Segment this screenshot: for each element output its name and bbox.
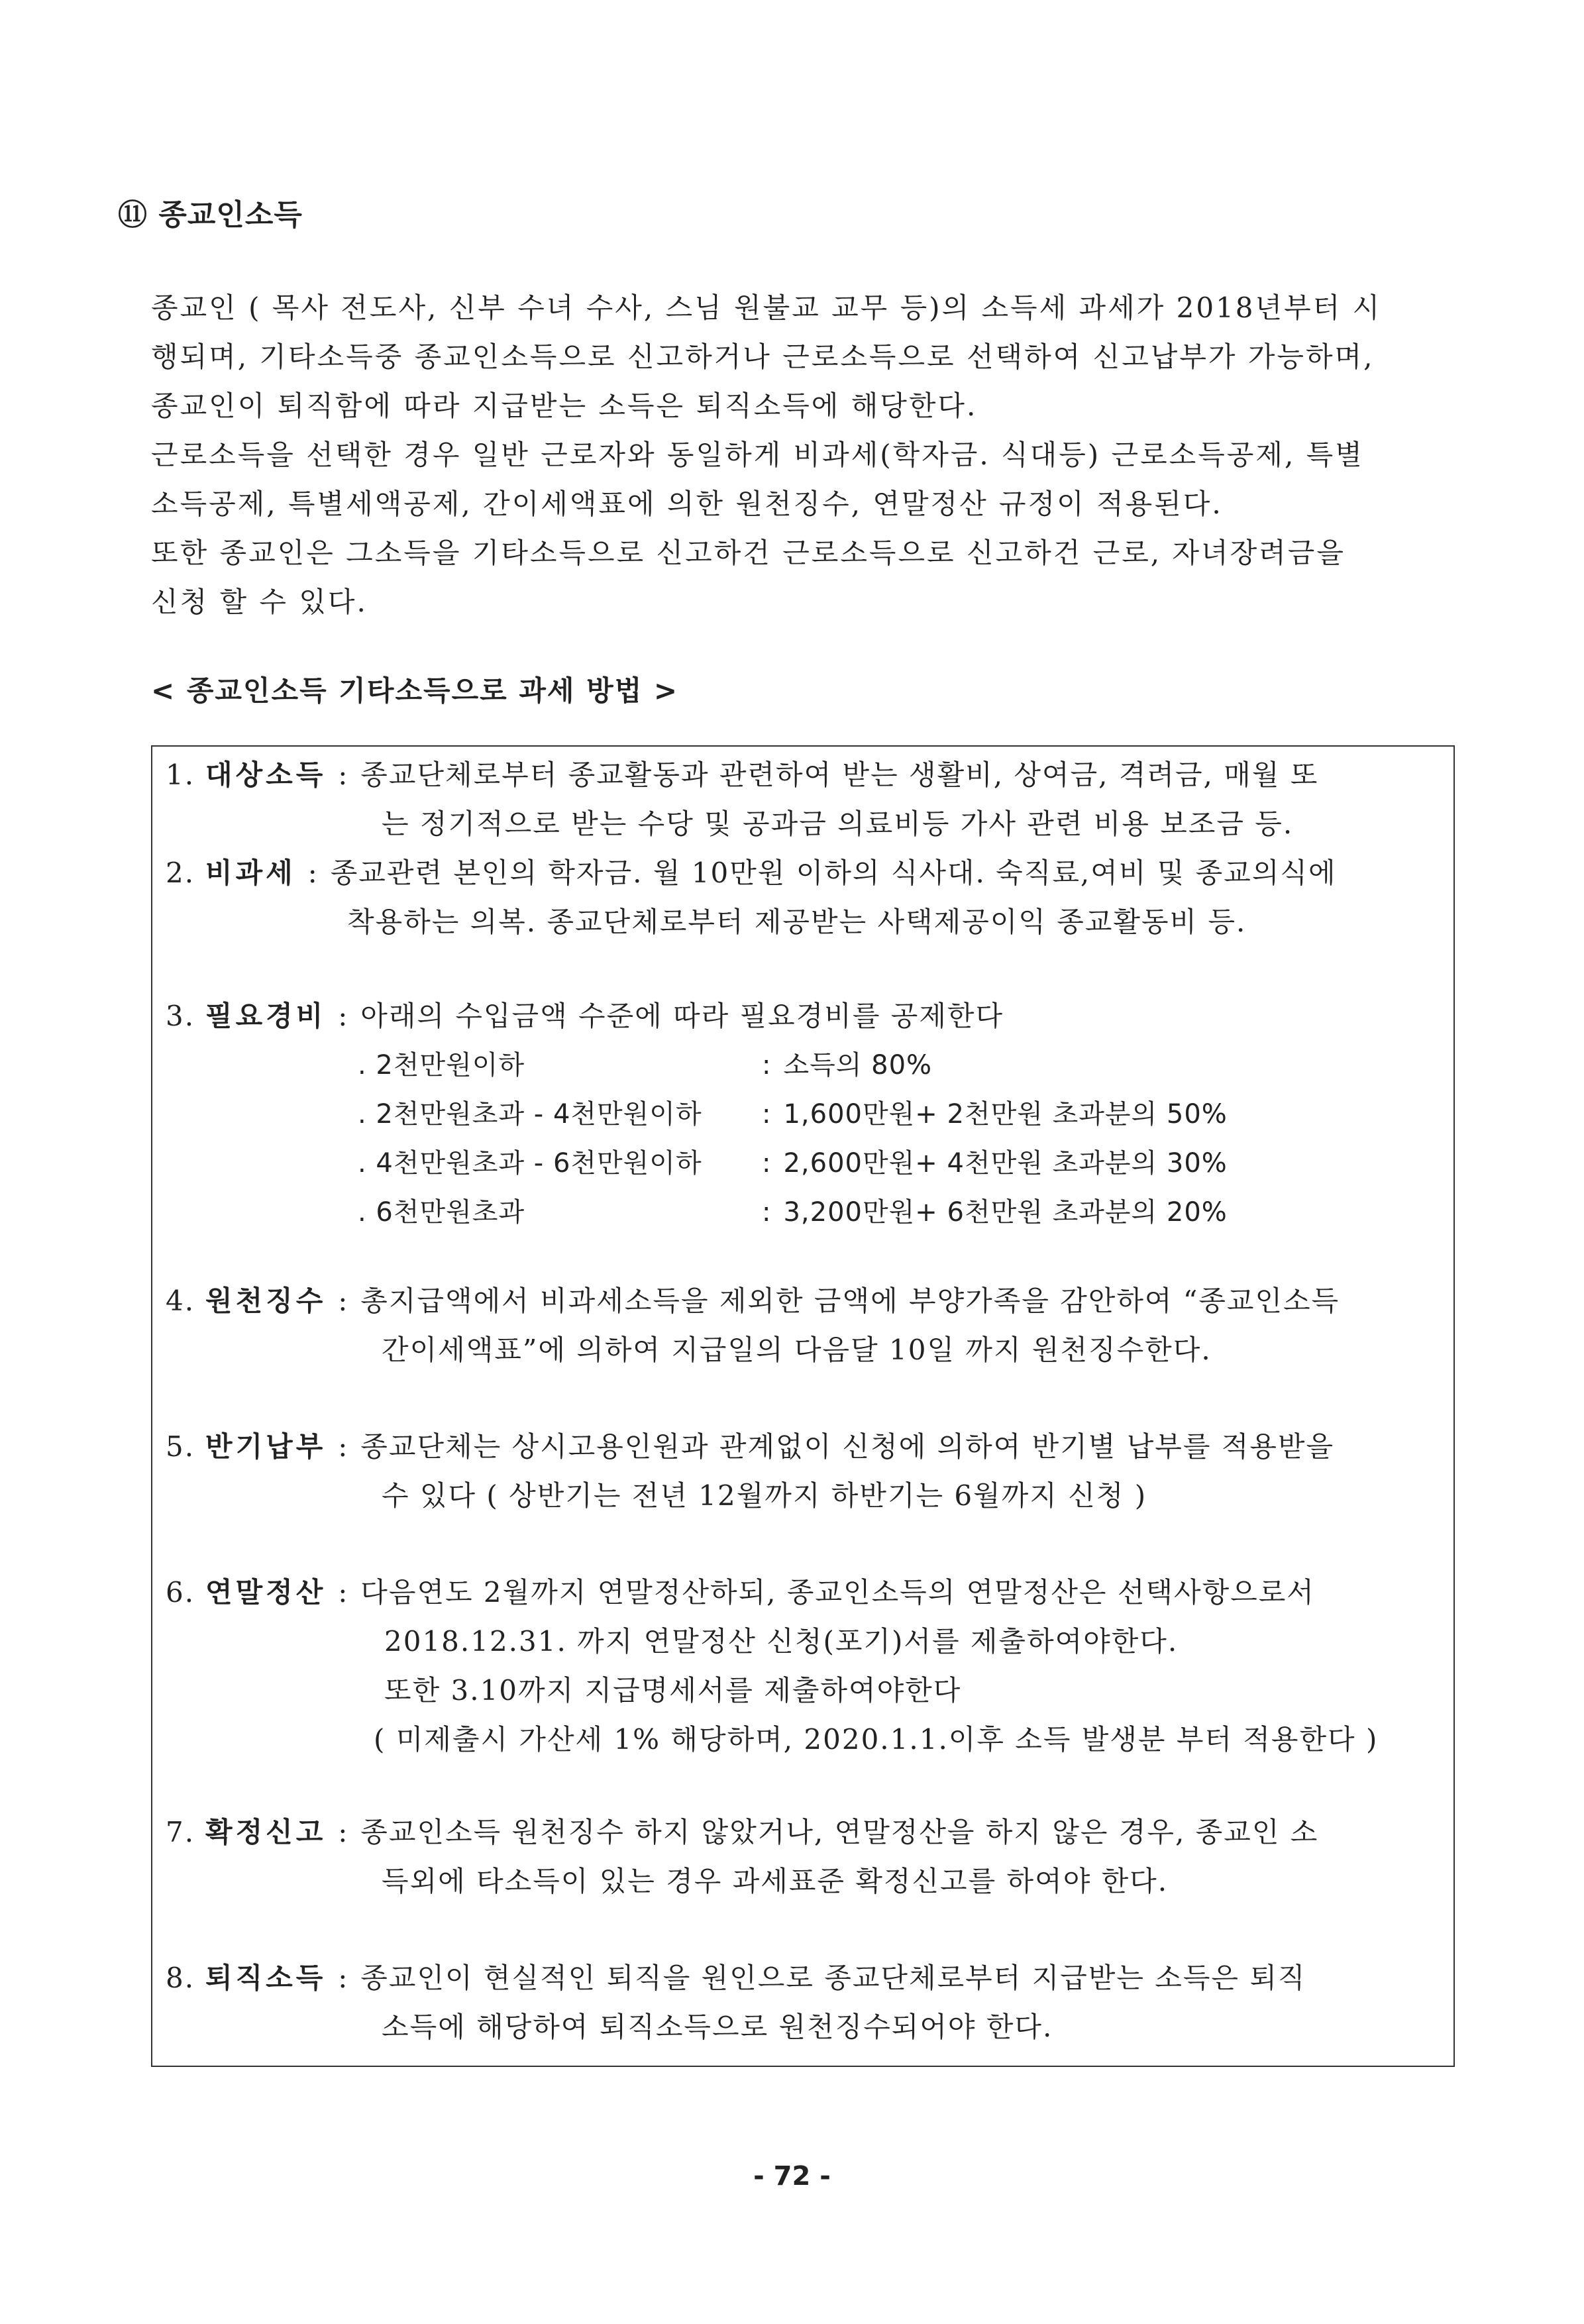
item-text: 종교단체는 상시고용인원과 관계없이 신청에 의하여 반기별 납부를 적용받을 [360, 1430, 1335, 1463]
expense-value: 2,600만원+ 4천만원 초과분의 30% [783, 1148, 1228, 1179]
intro-line: 근로소득을 선택한 경우 일반 근로자와 동일하게 비과세(학자금. 식대등) 근로소득공제, 특별 [151, 439, 1364, 471]
item-number: 5. [166, 1430, 195, 1463]
item-withholding [166, 1277, 1340, 1375]
item-year-end-settlement [166, 1568, 1378, 1764]
item-text: 총지급액에서 비과세소득을 제외한 금액에 부양가족을 감안하여 “종교인소득 [360, 1285, 1340, 1317]
item-retirement-income [166, 1954, 1306, 2052]
expense-value: 1,600만원+ 2천만원 초과분의 50% [783, 1099, 1228, 1130]
item-label: 퇴직소득 [205, 1962, 327, 1994]
item-number: 4. [166, 1285, 195, 1317]
item-non-taxable [166, 849, 1337, 947]
expense-value: 소득의 80% [783, 1050, 933, 1081]
intro-line: 신청 할 수 있다. [151, 586, 368, 618]
item-text-cont: 소득에 해당하여 퇴직소득으로 원천징수되어야 한다. [382, 2011, 1053, 2043]
section-title: ⑪ 종교인소득 [118, 198, 303, 232]
expense-row [358, 1139, 1228, 1188]
item-text-cont: 득외에 타소득이 있는 경우 과세표준 확정신고를 하여야 한다. [382, 1865, 1169, 1897]
expense-row [358, 1041, 1228, 1090]
item-label: 반기납부 [205, 1430, 327, 1463]
item-semiannual-payment [166, 1422, 1334, 1520]
expense-range: . 6천만원초과 [358, 1197, 525, 1228]
item-label: 확정신고 [205, 1816, 327, 1848]
item-text-cont: 착용하는 의복. 종교단체로부터 제공받는 사택제공이익 종교활동비 등. [347, 906, 1247, 938]
expense-sep: : [762, 1148, 772, 1179]
intro-paragraph [151, 284, 1463, 627]
item-number: 7. [166, 1816, 195, 1848]
page-number: - 72 - [753, 2161, 831, 2192]
expense-range: . 4천만원초과 - 6천만원이하 [358, 1148, 702, 1179]
expense-sep: : [762, 1197, 772, 1228]
item-label: 대상소득 [205, 759, 327, 791]
intro-line: 또한 종교인은 그소득을 기타소득으로 신고하건 근로소득으로 신고하건 근로, 자녀장려금을 [151, 537, 1346, 569]
item-number: 3. [166, 1000, 195, 1032]
expense-row [358, 1090, 1228, 1139]
item-number: 8. [166, 1962, 195, 1994]
expense-row [358, 1188, 1228, 1237]
subsection-title: < 종교인소득 기타소득으로 과세 방법 > [151, 674, 679, 707]
item-text-cont: 2018.12.31. 까지 연말정산 신청(포기)서를 제출하여야한다. [384, 1625, 1179, 1658]
item-text: 종교인소득 원천징수 하지 않았거나, 연말정산을 하지 않은 경우, 종교인 소 [360, 1816, 1319, 1848]
item-colon: : [307, 857, 319, 889]
item-text: 종교관련 본인의 학자금. 월 10만원 이하의 식사대. 숙직료,여비 및 종교의식에 [330, 857, 1337, 889]
expense-range: . 2천만원이하 [358, 1050, 525, 1081]
item-text: 다음연도 2월까지 연말정산하되, 종교인소득의 연말정산은 선택사항으로서 [360, 1576, 1315, 1609]
item-target-income [166, 751, 1318, 849]
item-colon: : [338, 759, 349, 791]
item-colon: : [338, 1576, 349, 1609]
item-text-cont: 또한 3.10까지 지급명세서를 제출하여야한다 [384, 1674, 962, 1707]
tax-method-box [151, 745, 1455, 2067]
intro-line: 종교인이 퇴직함에 따라 지급받는 소득은 퇴직소득에 해당한다. [151, 390, 978, 422]
item-colon: : [338, 1962, 349, 1994]
item-number: 6. [166, 1576, 195, 1609]
item-colon: : [338, 1285, 349, 1317]
item-text-cont: 는 정기적으로 받는 수당 및 공과금 의료비등 가사 관련 비용 보조금 등. [382, 808, 1294, 840]
item-text-cont: 수 있다 ( 상반기는 전년 12월까지 하반기는 6월까지 신청 ) [382, 1479, 1147, 1512]
item-text-cont: ( 미제출시 가산세 1% 해당하며, 2020.1.1.이후 소득 발생분 부터 적용한다 ) [374, 1723, 1379, 1756]
expense-sep: : [762, 1099, 772, 1130]
item-label: 원천징수 [205, 1285, 327, 1317]
item-colon: : [338, 1430, 349, 1463]
item-number: 1. [166, 759, 195, 791]
item-colon: : [338, 1816, 349, 1848]
expense-sep: : [762, 1050, 772, 1081]
item-text: 종교단체로부터 종교활동과 관련하여 받는 생활비, 상여금, 격려금, 매월 또 [360, 759, 1319, 791]
item-text: 종교인이 현실적인 퇴직을 원인으로 종교단체로부터 지급받는 소득은 퇴직 [360, 1962, 1306, 1994]
intro-line: 종교인 ( 목사 전도사, 신부 수녀 수사, 스님 원불교 교무 등)의 소득세 과세가 2018년부터 시 [151, 291, 1382, 324]
item-final-return [166, 1808, 1318, 1906]
item-label: 필요경비 [205, 1000, 327, 1032]
expense-table [166, 1041, 1228, 1237]
item-text-cont: 간이세액표”에 의하여 지급일의 다음달 10일 까지 원천징수한다. [382, 1334, 1212, 1366]
expense-value: 3,200만원+ 6천만원 초과분의 20% [783, 1197, 1228, 1228]
item-number: 2. [166, 857, 195, 889]
intro-line: 행되며, 기타소득중 종교인소득으로 신고하거나 근로소득으로 선택하여 신고납부가 가능하며, [151, 341, 1375, 373]
item-colon: : [338, 1000, 349, 1032]
item-label: 비과세 [205, 857, 296, 889]
expense-range: . 2천만원초과 - 4천만원이하 [358, 1099, 702, 1130]
item-label: 연말정산 [205, 1576, 327, 1609]
item-text: 아래의 수입금액 수준에 따라 필요경비를 공제한다 [360, 1000, 1004, 1032]
intro-line: 소득공제, 특별세액공제, 간이세액표에 의한 원천징수, 연말정산 규정이 적용된다. [151, 488, 1223, 520]
item-necessary-expenses [166, 992, 1228, 1237]
